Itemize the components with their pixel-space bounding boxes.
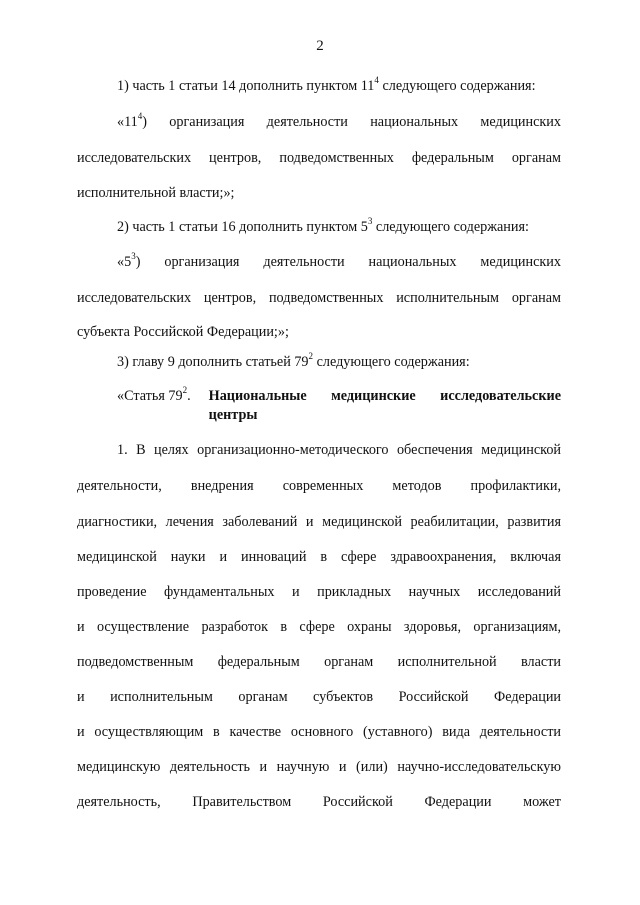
amendment-item-1: 1) часть 1 статьи 14 дополнить пунктом $11^4$ следующего содержания: — [117, 75, 536, 94]
paragraph-line-7: подведомственным федеральным органам исполнительной власти — [77, 654, 561, 670]
amendment-item-3: 3) главу 9 дополнить статьей $79^2$ следующего содержания: — [117, 351, 470, 370]
paragraph-line-5: проведение фундаментальных и прикладных научных исследований — [77, 584, 561, 600]
paragraph-line-1: 1. В целях организационно-методического обеспечения медицинской — [117, 442, 561, 458]
paragraph-line-4: медицинской науки и инноваций в сфере здравоохранения, включая — [77, 549, 561, 565]
paragraph-line-11: деятельность, Правительством Российской Федерации может — [77, 794, 561, 810]
paragraph-line-6: и осуществление разработок в сфере охраны здоровья, организациям, — [77, 619, 561, 635]
amendment-item-2: 2) часть 1 статьи 16 дополнить пунктом $5^3$ следующего содержания: — [117, 216, 529, 235]
paragraph-line-8: и исполнительным органам субъектов Российской Федерации — [77, 689, 561, 705]
quote-1-line-1: «$11^4$) организация деятельности национальных медицинских — [117, 111, 561, 130]
quote-1-line-3: исполнительной власти;»; — [77, 185, 235, 201]
quote-2-line-2: исследовательских центров, подведомственных исполнительным органам — [77, 290, 561, 306]
article-title — [209, 387, 561, 425]
quote-2-line-1: «$5^3$) организация деятельности национальных медицинских — [117, 251, 561, 270]
paragraph-line-9: и осуществляющим в качестве основного (уставного) вида деятельности — [77, 724, 561, 740]
quote-1-line-2: исследовательских центров, подведомственных федеральным органам — [77, 150, 561, 166]
article-heading — [117, 387, 561, 425]
paragraph-line-2: деятельности, внедрения современных методов профилактики, — [77, 478, 561, 494]
paragraph-line-10: медицинскую деятельность и научную и (или) научно-исследовательскую — [77, 759, 561, 775]
article-title-line-2: центры — [208, 407, 258, 423]
quote-2-line-3: субъекта Российской Федерации;»; — [77, 324, 289, 340]
article-number: «Статья $79^2$. — [117, 385, 191, 404]
article-title-line-1: Национальные медицинские исследовательские — [208, 388, 561, 404]
paragraph-line-3: диагностики, лечения заболеваний и медицинской реабилитации, развития — [77, 514, 561, 530]
page-number: 2 — [316, 38, 324, 54]
